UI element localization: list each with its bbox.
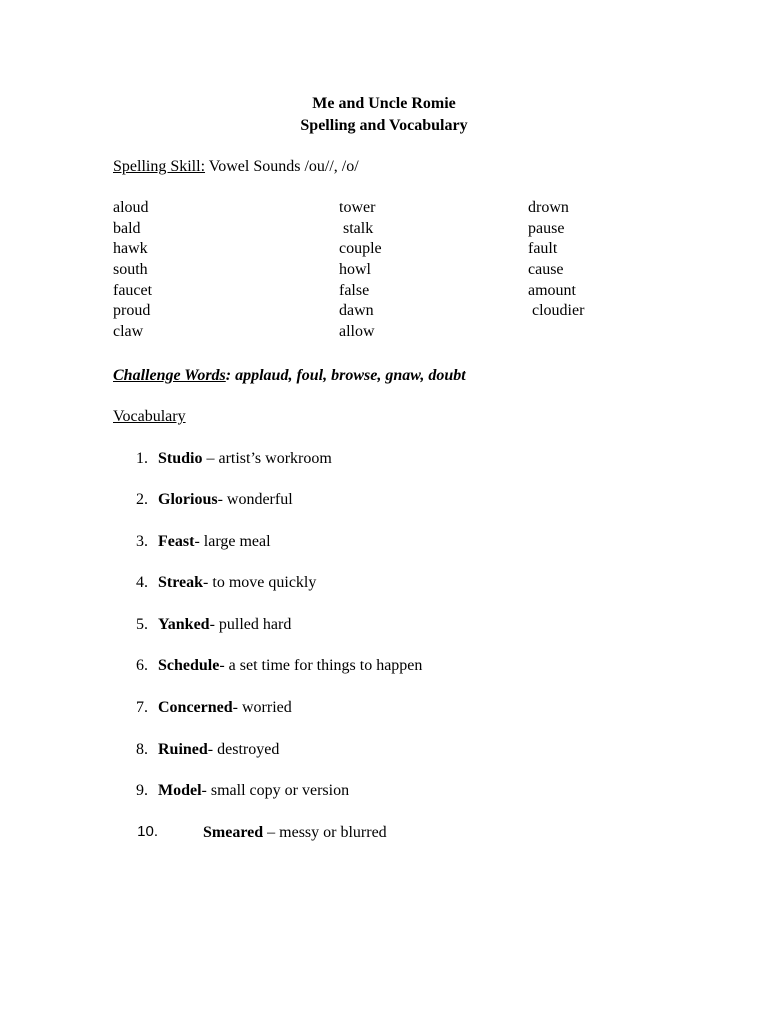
spelling-word: pause [528,219,565,237]
spelling-skill-text: Vowel Sounds /ou//, /o/ [205,158,359,175]
document-title: Me and Uncle Romie [312,95,456,112]
word-column-2 [339,198,382,343]
spelling-word: aloud [113,199,149,216]
vocab-item [158,698,292,717]
vocab-definition: - a set time for things to happen [219,657,423,674]
vocab-number: 8. [136,741,148,758]
spelling-word: couple [339,240,382,258]
vocab-number: 5. [136,616,148,633]
vocab-term: Concerned [158,699,233,716]
vocab-term: Studio [158,450,203,467]
vocab-definition: - to move quickly [203,574,317,591]
vocab-item [158,781,349,800]
spelling-word: tower [339,199,376,216]
spelling-word: amount [528,281,576,299]
vocab-definition: - wonderful [217,491,293,508]
vocab-definition: - destroyed [207,741,280,758]
vocab-item [158,490,293,509]
spelling-word: proud [113,302,151,320]
spelling-word: cause [528,261,564,279]
spelling-skill-label: Spelling Skill: [113,158,206,175]
spelling-word: hawk [113,240,148,258]
vocab-definition: - pulled hard [209,616,292,633]
vocab-definition: - small copy or version [201,782,350,799]
word-column-3 [528,198,584,322]
vocabulary-heading: Vocabulary [113,408,186,425]
vocab-number: 9. [136,782,148,799]
spelling-word: fault [528,240,558,258]
spelling-word: howl [339,261,371,279]
challenge-words-label: Challenge Words [113,367,226,384]
vocab-number: 4. [136,574,148,591]
challenge-words-line [113,366,466,385]
vocab-number: 1. [136,450,148,467]
spelling-word: south [113,261,148,279]
vocab-number: 10. [137,823,158,840]
vocab-definition: - large meal [194,533,271,550]
spelling-word: faucet [113,281,153,299]
vocab-item [158,573,316,592]
spelling-word: bald [113,219,141,237]
vocab-item [158,449,332,468]
spelling-word: false [339,281,370,299]
word-column-1 [113,198,152,343]
spelling-word: cloudier [528,302,585,320]
vocab-term: Glorious [158,491,218,508]
spelling-word: claw [113,323,144,341]
spelling-word: stalk [339,219,374,237]
spelling-word: allow [339,323,375,341]
challenge-words-list: : applaud, foul, browse, gnaw, doubt [225,367,466,384]
vocab-number: 6. [136,657,148,674]
vocab-item [203,823,387,842]
vocab-item [158,656,422,675]
vocab-term: Model [158,782,202,799]
vocab-term: Smeared [203,824,264,841]
vocab-number: 2. [136,491,148,508]
vocab-definition: – artist’s workroom [202,450,332,467]
spelling-word: dawn [339,302,374,320]
document-subtitle: Spelling and Vocabulary [300,117,468,134]
vocab-item [158,615,291,634]
vocab-item [158,740,279,759]
vocab-term: Feast [158,533,195,550]
vocab-definition: – messy or blurred [263,824,387,841]
vocab-term: Schedule [158,657,220,674]
spelling-word: drown [528,199,569,216]
vocab-term: Ruined [158,741,208,758]
spelling-skill-line [113,157,359,176]
vocab-term: Yanked [158,616,210,633]
vocab-term: Streak [158,574,204,591]
vocab-number: 3. [136,533,148,550]
vocab-definition: - worried [232,699,292,716]
vocab-number: 7. [136,699,148,716]
vocab-item [158,532,271,551]
